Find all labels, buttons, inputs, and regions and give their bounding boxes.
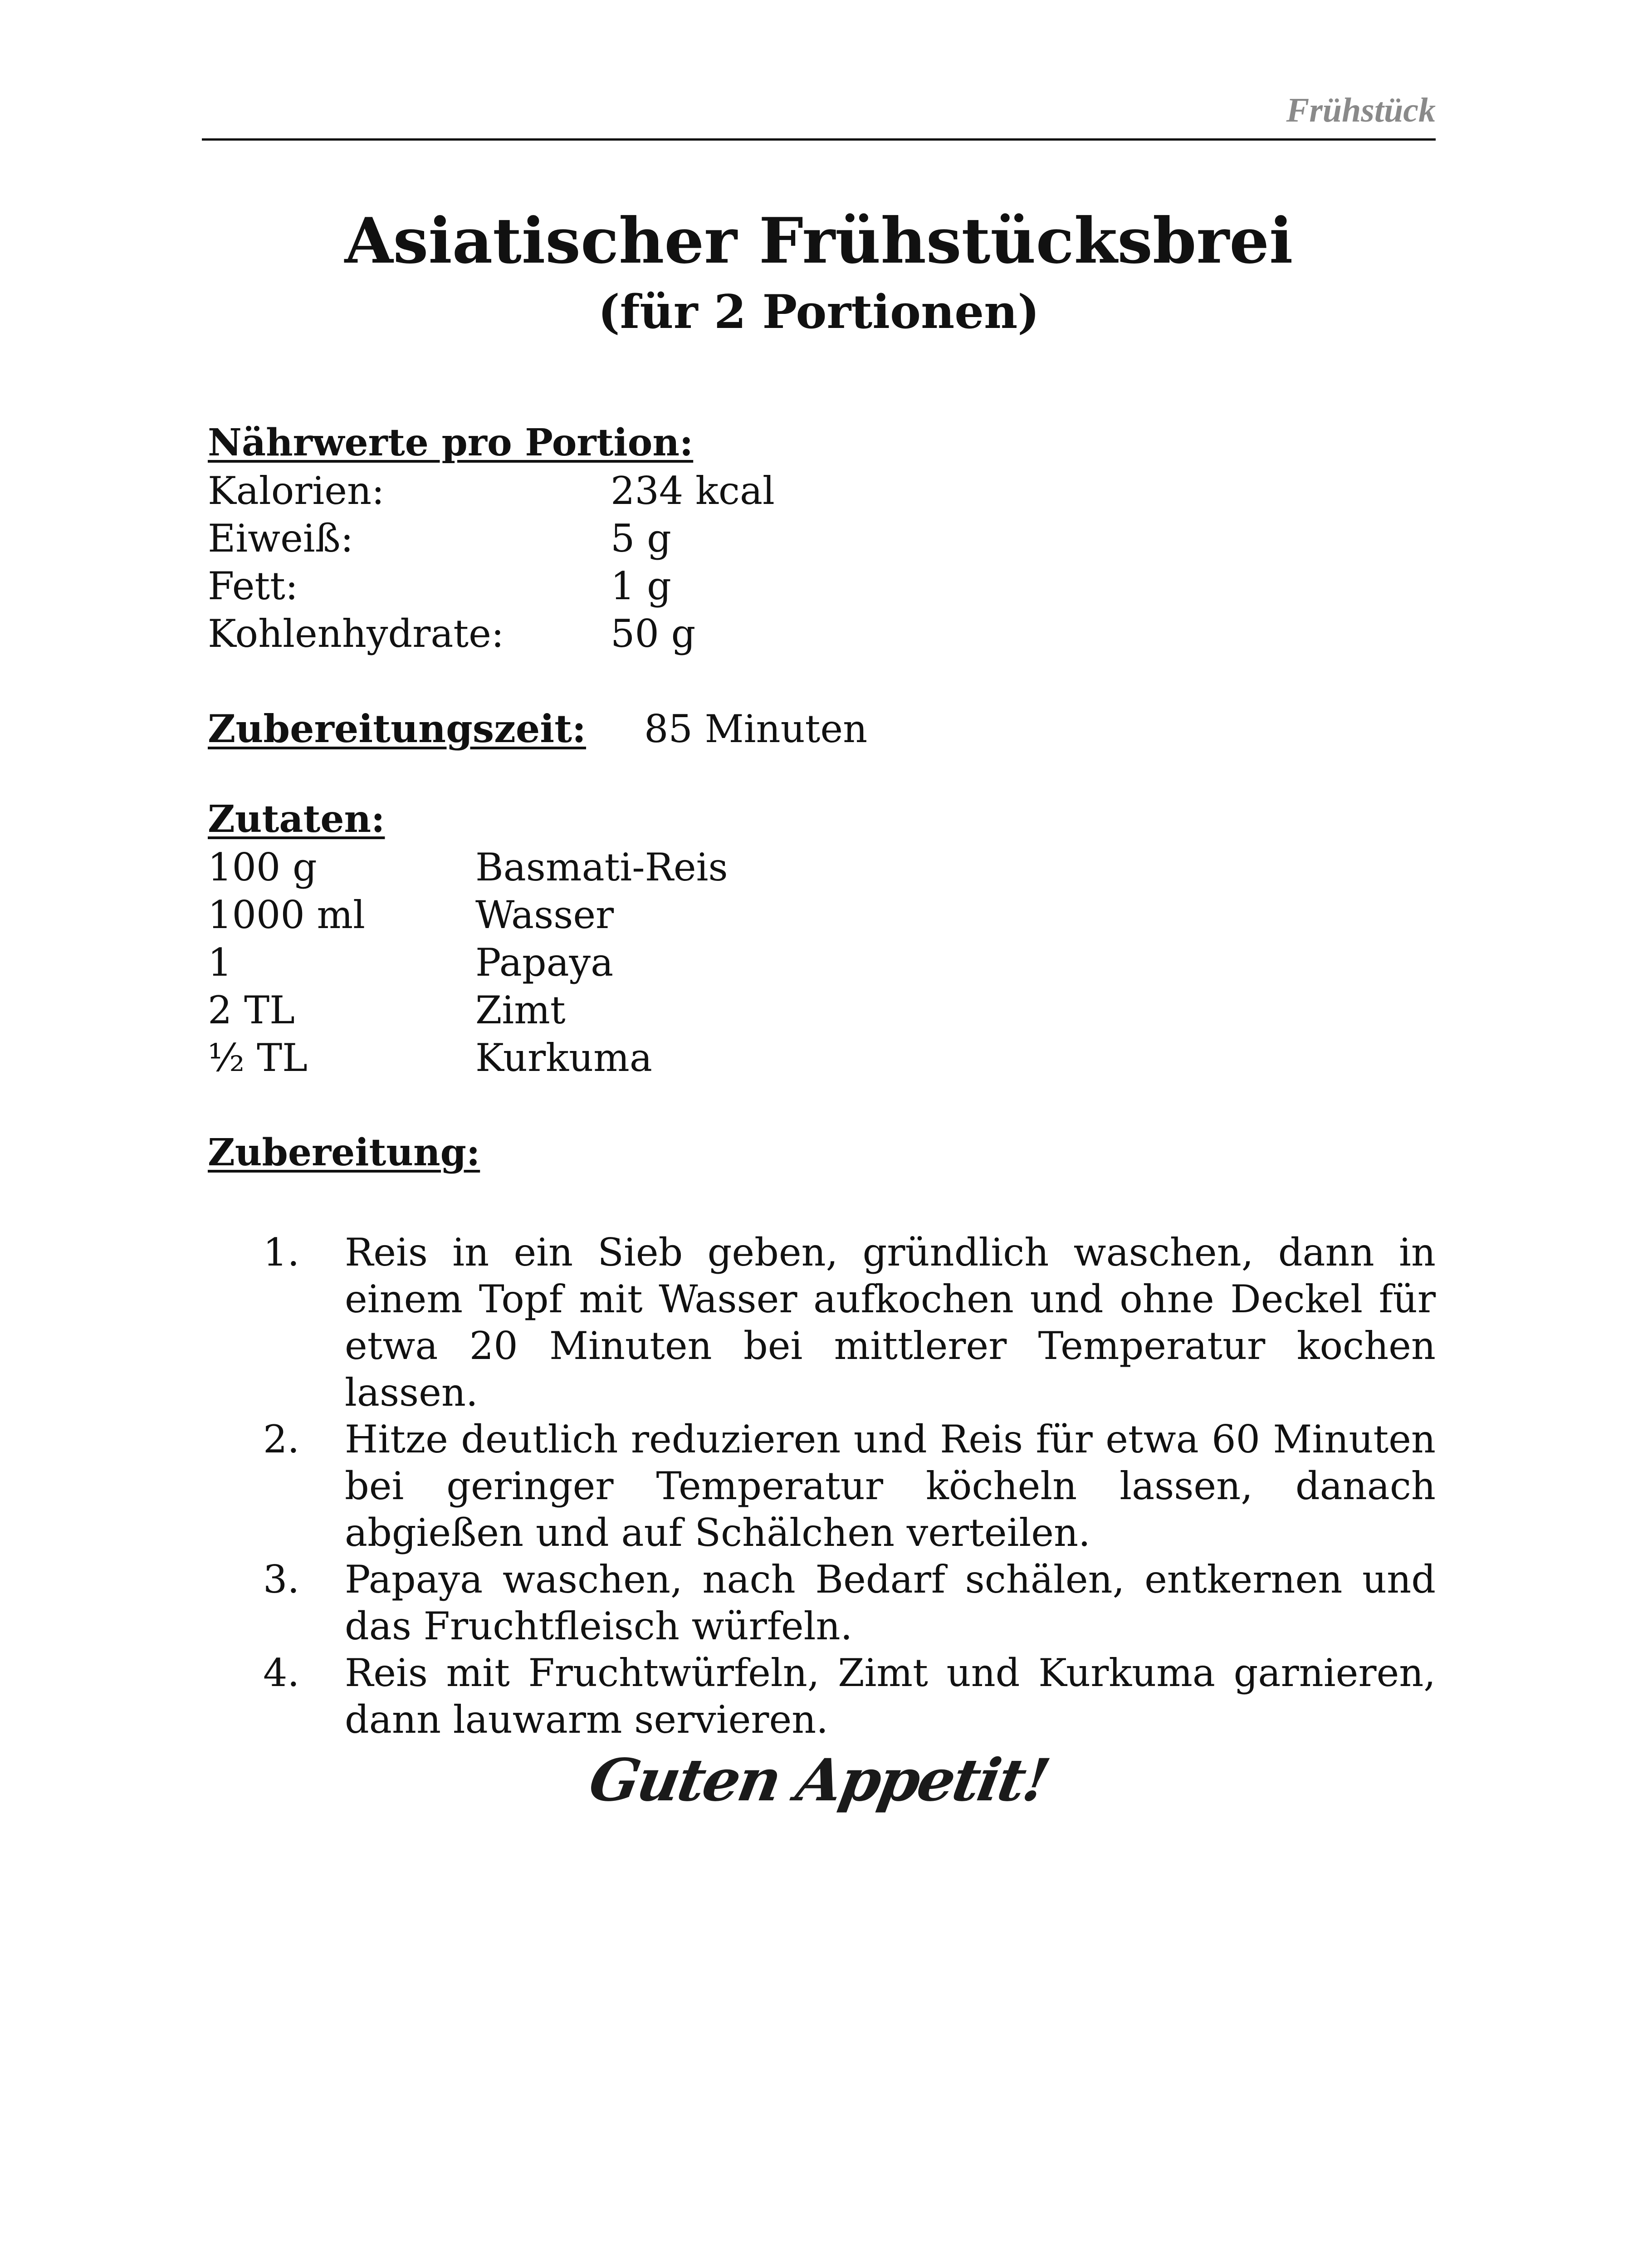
preparation-step [263,1229,1436,1416]
step-text: Reis mit Fruchtwürfeln, Zimt und Kurkuma garnieren, dann lauwarm servieren. [345,1651,1436,1742]
nutrition-label: Eiweiß: [208,516,354,561]
ingredient-row [208,845,728,890]
step-number: 1. [263,1230,300,1275]
nutrition-row [208,469,775,513]
prep-time-colon: : [572,706,587,751]
nutrition-value: 50 g [611,611,696,656]
ingredient-row [208,940,614,985]
ingredient-row [208,893,614,937]
step-number: 4. [263,1651,300,1695]
ingredient-amount: ½ TL [208,1036,308,1080]
ingredient-row [208,1036,652,1080]
nutrition-value: 1 g [611,564,671,608]
step-number: 2. [263,1417,300,1461]
nutrition-row [208,611,696,656]
ingredient-amount: 2 TL [208,988,295,1032]
recipe-subtitle: (für 2 Portionen) [598,285,1040,339]
ingredient-amount: 1 [208,940,232,985]
prep-time-value: 85 Minuten [644,707,868,751]
nutrition-label: Kohlenhydrate: [208,611,504,656]
prep-time [208,706,868,751]
step-text: Papaya waschen, nach Bedarf schälen, entkernen und das Fruchtfleisch würfeln. [345,1557,1436,1648]
step-text: Reis in ein Sieb geben, gründlich waschen, dann in einem Topf mit Wasser aufkochen und ohne Deckel für etwa 20 Minuten bei mittlerer Temperatur kochen lassen. [345,1230,1436,1415]
recipe-title: Asiatischer Frühstücksbrei [344,204,1293,278]
preparation-step [263,1556,1436,1650]
ingredient-name: Papaya [475,940,614,985]
ingredients-heading: Zutaten: [208,797,385,841]
ingredient-amount: 100 g [208,845,317,890]
nutrition-label: Kalorien: [208,469,385,513]
nutrition-value: 234 kcal [611,469,775,513]
ingredient-name: Kurkuma [475,1036,652,1080]
nutrition-row [208,516,671,561]
closing-greeting: Guten Appetit! [584,1746,1053,1814]
preparation-heading: Zubereitung: [208,1131,480,1174]
preparation-step [263,1650,1436,1743]
prep-time-label-text: Zubereitungszeit [208,706,572,751]
nutrition-value: 5 g [611,516,671,561]
step-text: Hitze deutlich reduzieren und Reis für etwa 60 Minuten bei geringer Temperatur köcheln lassen, danach abgießen und auf Schälchen verteilen. [345,1417,1436,1555]
nutrition-label: Fett: [208,564,298,608]
nutrition-row [208,564,671,608]
preparation-steps [263,1229,1436,1743]
ingredient-name: Zimt [475,988,566,1032]
prep-time-label [208,706,586,751]
preparation-step [263,1416,1436,1556]
ingredient-row [208,988,566,1032]
nutrition-heading: Nährwerte pro Portion: [208,421,694,464]
header-rule [202,138,1436,141]
ingredient-amount: 1000 ml [208,893,365,937]
running-head: Frühstück [1286,91,1436,129]
step-number: 3. [263,1557,300,1602]
ingredient-name: Wasser [475,893,614,937]
ingredient-name: Basmati-Reis [475,845,728,890]
